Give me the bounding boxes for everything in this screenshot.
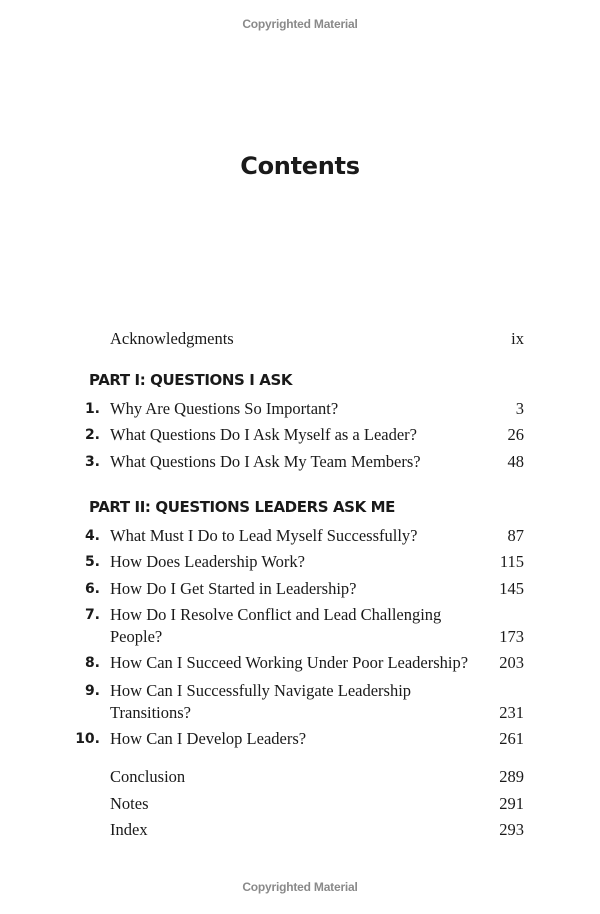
toc-entry-notes[interactable] xyxy=(0,794,600,816)
chapter-number: 9. xyxy=(84,683,100,699)
entry-page: ix xyxy=(511,329,524,348)
chapter-title: Why Are Questions So Important? xyxy=(110,399,339,418)
part-heading-1: PART I: QUESTIONS I ASK xyxy=(89,371,293,389)
chapter-title: How Do I Get Started in Leadership? xyxy=(110,579,357,598)
entry-page: 293 xyxy=(499,820,524,839)
chapter-number: 10. xyxy=(75,731,100,747)
chapter-number: 2. xyxy=(84,427,100,443)
toc-entry-chapter-5[interactable] xyxy=(0,552,600,574)
chapter-title: How Can I Develop Leaders? xyxy=(110,729,307,748)
toc-entry-chapter-7[interactable] xyxy=(0,605,600,627)
chapter-page: 261 xyxy=(499,729,524,748)
entry-label: Conclusion xyxy=(110,767,186,786)
entry-label: Notes xyxy=(110,794,149,813)
toc-entry-chapter-8[interactable] xyxy=(0,653,600,675)
entry-page: 289 xyxy=(499,767,524,786)
entry-page: 291 xyxy=(499,794,524,813)
chapter-page: 115 xyxy=(499,552,524,571)
chapter-page: 3 xyxy=(515,399,524,418)
chapter-page: 145 xyxy=(499,579,524,598)
toc-entry-chapter-7-continued[interactable] xyxy=(0,627,600,649)
entry-label: Index xyxy=(110,820,148,839)
chapter-number: 7. xyxy=(84,607,100,623)
chapter-number: 4. xyxy=(84,528,100,544)
chapter-title: What Questions Do I Ask Myself as a Leader? xyxy=(110,425,417,444)
copyright-watermark-top: Copyrighted Material xyxy=(242,17,358,31)
toc-entry-chapter-3[interactable] xyxy=(0,452,600,474)
chapter-number: 8. xyxy=(84,655,100,671)
chapter-title-line-1: How Do I Resolve Conflict and Lead Challenging xyxy=(110,605,442,624)
chapter-title: How Does Leadership Work? xyxy=(110,552,305,571)
toc-entry-chapter-9-continued[interactable] xyxy=(0,703,600,725)
chapter-number: 1. xyxy=(84,401,100,417)
chapter-title-line-1: How Can I Successfully Navigate Leadership xyxy=(110,681,412,700)
copyright-watermark-bottom: Copyrighted Material xyxy=(242,880,358,894)
chapter-page: 173 xyxy=(499,627,524,646)
chapter-page: 87 xyxy=(507,526,524,545)
toc-entry-chapter-4[interactable] xyxy=(0,526,600,548)
chapter-page: 26 xyxy=(507,425,524,444)
chapter-number: 3. xyxy=(84,454,100,470)
chapter-page: 231 xyxy=(499,703,524,722)
toc-entry-chapter-10[interactable] xyxy=(0,729,600,751)
chapter-number: 6. xyxy=(84,581,100,597)
toc-entry-chapter-9[interactable] xyxy=(0,681,600,703)
chapter-title-line-2: Transitions? xyxy=(110,703,191,722)
toc-entry-chapter-2[interactable] xyxy=(0,425,600,447)
page-title: Contents xyxy=(240,152,360,180)
chapter-title-line-2: People? xyxy=(110,627,163,646)
part-heading-2: PART II: QUESTIONS LEADERS ASK ME xyxy=(89,498,395,516)
chapter-title: How Can I Succeed Working Under Poor Leadership? xyxy=(110,653,469,672)
chapter-page: 203 xyxy=(499,653,524,672)
entry-label: Acknowledgments xyxy=(110,329,234,348)
toc-entry-chapter-1[interactable] xyxy=(0,399,600,421)
chapter-page: 48 xyxy=(507,452,524,471)
toc-entry-conclusion[interactable] xyxy=(0,767,600,789)
chapter-number: 5. xyxy=(84,554,100,570)
toc-entry-chapter-6[interactable] xyxy=(0,579,600,601)
chapter-title: What Questions Do I Ask My Team Members? xyxy=(110,452,421,471)
toc-entry-index[interactable] xyxy=(0,820,600,842)
chapter-title: What Must I Do to Lead Myself Successfully? xyxy=(110,526,418,545)
toc-entry-acknowledgments[interactable] xyxy=(0,329,600,351)
